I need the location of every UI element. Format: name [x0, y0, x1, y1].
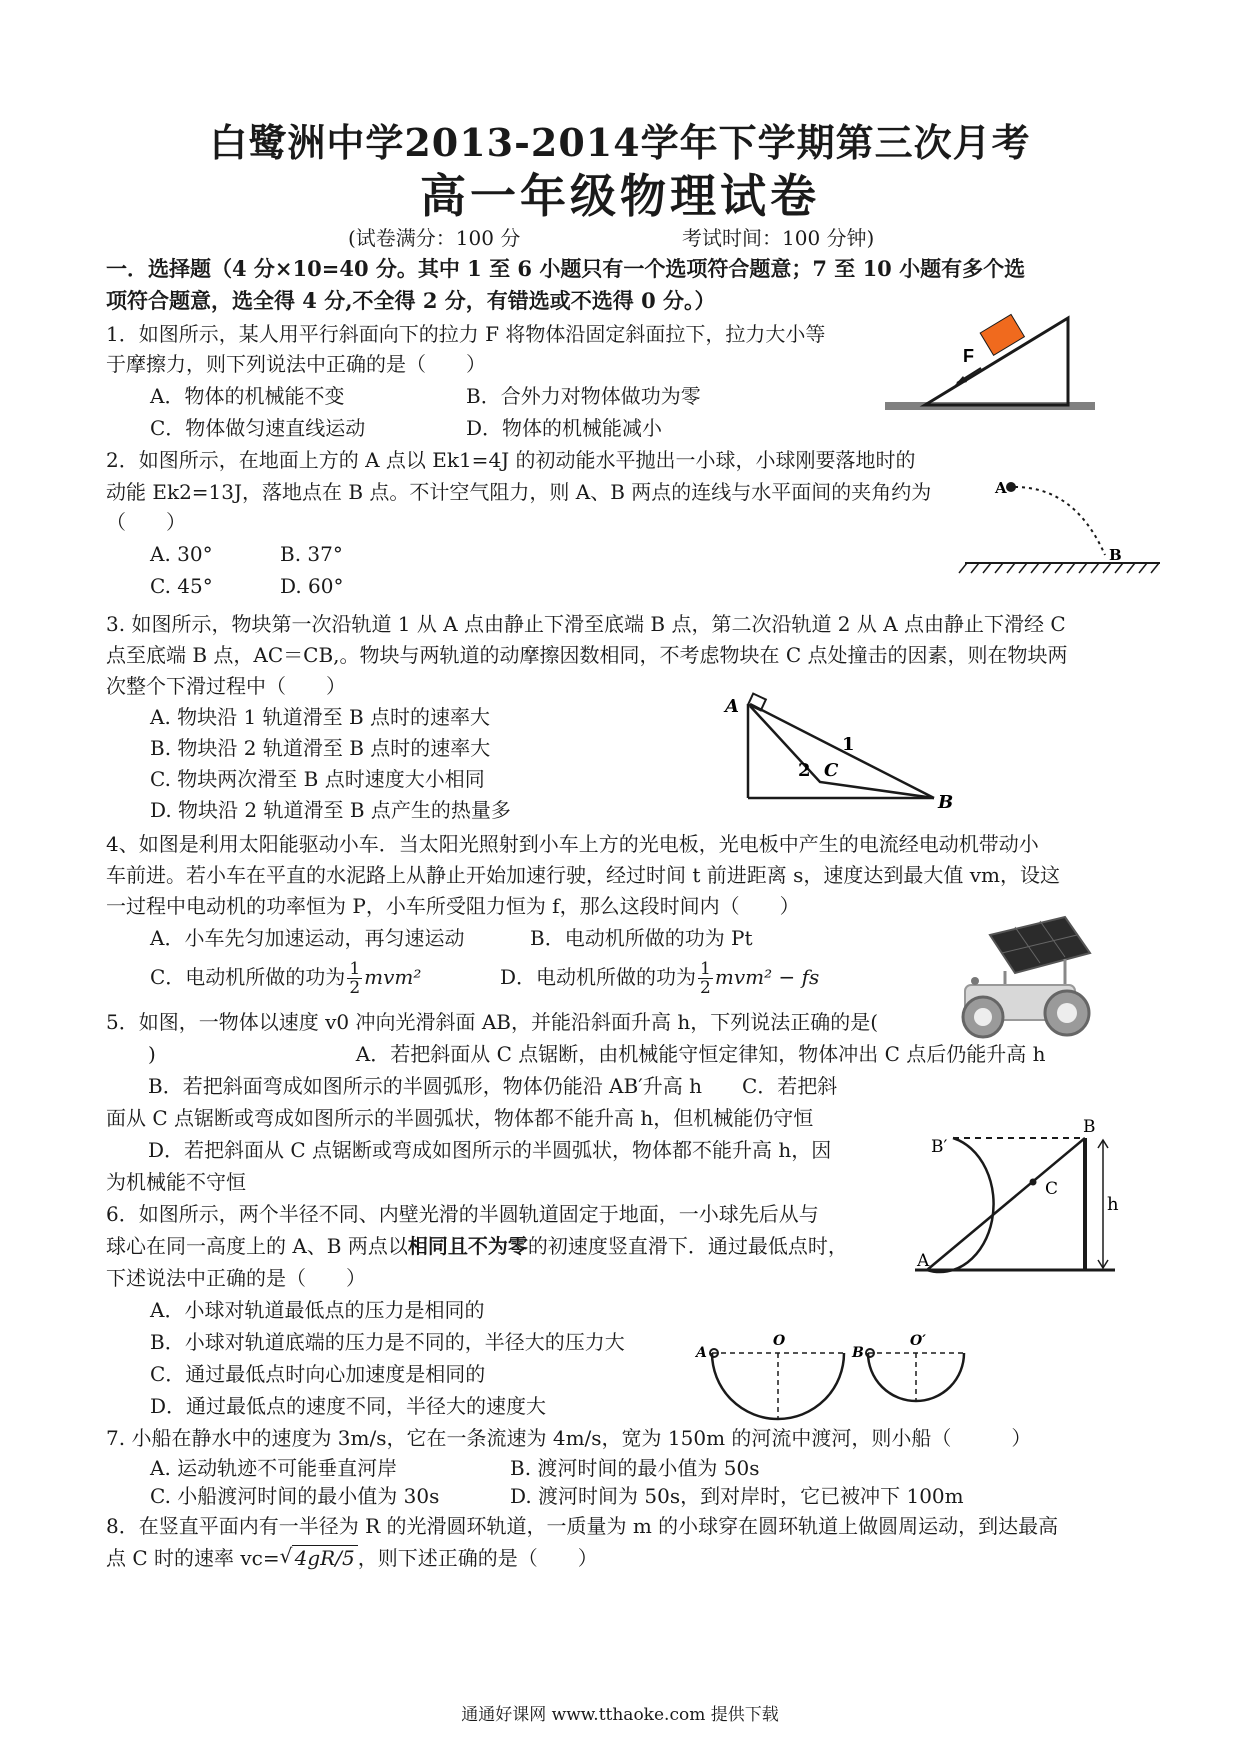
q5-stem-line3: B．若把斜面弯成如图所示的半圆弧形，物体仍能沿 AB′升高 h C．若把斜	[148, 1074, 838, 1098]
q3-fig-label-2: 2	[798, 760, 811, 781]
q3-option-b: B. 物块沿 2 轨道滑至 B 点时的速率大	[150, 736, 491, 760]
q3-fig-label-a: A	[725, 696, 739, 717]
q5-fig-label-h: h	[1107, 1194, 1119, 1215]
q2-option-b: B. 37°	[280, 542, 343, 566]
q3-stem-line2: 点至底端 B 点，AC＝CB,。物块与两轨道的动摩擦因数相同，不考虑物块在 C 点处撞击的因素，则在物块两	[106, 643, 1068, 667]
q7-option-d: D. 渡河时间为 50s，到对岸时，它已被冲下 100m	[510, 1484, 964, 1508]
exam-title: 白鹭洲中学2013-2014学年下学期第三次月考	[209, 120, 1031, 165]
q3-stem-line3: 次整个下滑过程中（ ）	[106, 674, 346, 698]
q3-option-c: C. 物块两次滑至 B 点时速度大小相同	[150, 767, 485, 791]
q2-fig-label-b: B	[1109, 546, 1122, 564]
q2-stem-line1: 2．如图所示，在地面上方的 A 点以 Ek1=4J 的初动能水平抛出一小球，小球刚要落地时的	[106, 448, 916, 472]
footer-source: 通通好课网 www.tthaoke.com 提供下载	[461, 1705, 779, 1725]
q3-fig-label-1: 1	[842, 734, 855, 755]
q2-stem-line3: （ ）	[106, 510, 186, 534]
q2-option-d: D. 60°	[280, 574, 344, 598]
q6-option-a: A．小球对轨道最低点的压力是相同的	[150, 1298, 485, 1322]
q5-fig-label-b: B	[1083, 1117, 1096, 1137]
q3-fig-label-c: C	[824, 760, 839, 781]
q4-stem-line1: 4、如图是利用太阳能驱动小车．当太阳光照射到小车上方的光电板，光电板中产生的电流经电动机带动小	[106, 832, 1039, 856]
q2-projectile-figure	[955, 465, 1170, 580]
section-heading-line2: 项符合题意，选全得 4 分,不全得 2 分，有错选或不选得 0 分。）	[106, 288, 716, 313]
q6-option-b: B．小球对轨道底端的压力是不同的，半径大的压力大	[150, 1330, 625, 1354]
q6-fig-label-b: B	[852, 1345, 864, 1361]
q1-option-a: A．物体的机械能不变	[150, 384, 345, 408]
q7-option-b: B. 渡河时间的最小值为 50s	[510, 1456, 760, 1480]
q5-fig-label-a: A	[917, 1251, 930, 1271]
q6-fig-label-o: O	[773, 1333, 786, 1349]
q5-stem-line1: 5．如图，一物体以速度 v0 冲向光滑斜面 AB，并能沿斜面升高 h，下列说法正确的是(	[106, 1010, 879, 1034]
q8-stem-line1: 8．在竖直平面内有一半径为 R 的光滑圆环轨道，一质量为 m 的小球穿在圆环轨道上做圆周运动，到达最高	[106, 1514, 1059, 1538]
q6-fig-label-a: A	[696, 1345, 707, 1361]
section-heading-line1: 一．选择题（4 分×10=40 分。其中 1 至 6 小题只有一个选项符合题意；7 至 10 小题有多个选	[106, 256, 1026, 281]
q4-solar-car-figure	[945, 905, 1095, 1055]
q4-stem-line3: 一过程中电动机的功率恒为 P，小车所受阻力恒为 f，那么这段时间内（ ）	[106, 894, 800, 918]
q8-sqrt-expression: 4gR/5	[292, 1545, 358, 1570]
q4-option-d: D．电动机所做的功为 $\frac{1}{2}$ mvm² − fs	[500, 959, 820, 998]
q1-option-d: D．物体的机械能减小	[466, 416, 663, 440]
q6-option-c: C．通过最低点时向心加速度是相同的	[150, 1362, 486, 1386]
q4-option-c: C．电动机所做的功为 $\frac{1}{2}$ mvm²	[150, 959, 422, 998]
q2-stem-line2: 动能 Ek2=13J，落地点在 B 点。不计空气阻力，则 A、B 两点的连线与水平面间的夹角约为	[106, 480, 932, 504]
q3-option-d: D. 物块沿 2 轨道滑至 B 点产生的热量多	[150, 798, 511, 822]
exam-time: 考试时间：100 分钟)	[682, 226, 875, 250]
q5-stem-line5: D．若把斜面从 C 点锯断或弯成如图所示的半圆弧状，物体都不能升高 h，因	[148, 1138, 832, 1162]
q1-option-b: B．合外力对物体做功为零	[466, 384, 701, 408]
q1-fig-label-f: F	[963, 346, 974, 366]
q3-option-a: A. 物块沿 1 轨道滑至 B 点时的速率大	[150, 705, 491, 729]
q2-fig-label-a: A	[995, 479, 1007, 497]
q6-stem-line3: 下述说法中正确的是（ ）	[106, 1266, 366, 1290]
q5-fig-label-bprime: B′	[931, 1137, 948, 1157]
q7-option-c: C. 小船渡河时间的最小值为 30s	[150, 1484, 440, 1508]
q2-option-c: C. 45°	[150, 574, 213, 598]
q5-stem-line6: 为机械能不守恒	[106, 1170, 246, 1194]
q5-incline-figure	[905, 1110, 1125, 1280]
q4-option-a: A．小车先匀加速运动，再匀速运动	[150, 926, 465, 950]
q3-track-figure	[720, 690, 960, 813]
q1-stem-line1: 1．如图所示，某人用平行斜面向下的拉力 F 将物体沿固定斜面拉下，拉力大小等	[106, 322, 826, 346]
q1-stem-line2: 于摩擦力，则下列说法中正确的是（ ）	[106, 352, 486, 376]
q5-stem-line2: ) A．若把斜面从 C 点锯断，由机械能守恒定律知，物体冲出 C 点后仍能升高 h	[148, 1042, 1046, 1066]
q6-stem-line1: 6．如图所示，两个半径不同、内壁光滑的半圆轨道固定于地面，一小球先后从与	[106, 1202, 819, 1226]
q7-stem-line1: 7. 小船在静水中的速度为 3m/s，它在一条流速为 4m/s，宽为 150m 的河流中渡河，则小船（ ）	[106, 1426, 1032, 1450]
exam-subtitle: 高一年级物理试卷	[420, 169, 820, 223]
q8-stem-line2: 点 C 时的速率 vc= √ 4gR/5 ，则下述正确的是（ ）	[106, 1544, 598, 1570]
q2-option-a: A. 30°	[150, 542, 213, 566]
full-score: (试卷满分：100 分	[348, 226, 521, 250]
q4-option-b: B．电动机所做的功为 Pt	[530, 926, 753, 950]
q3-stem-line1: 3. 如图所示，物块第一次沿轨道 1 从 A 点由静止下滑至底端 B 点，第二次沿轨道 2 从 A 点由静止下滑经 C	[106, 612, 1066, 636]
q1-option-c: C．物体做匀速直线运动	[150, 416, 366, 440]
q1-incline-figure	[885, 310, 1105, 415]
q3-fig-label-b: B	[938, 792, 954, 813]
q4-stem-line2: 车前进。若小车在平直的水泥路上从静止开始加速行驶，经过时间 t 前进距离 s，速度达到最大值 vm，设这	[106, 863, 1060, 887]
q5-stem-line4: 面从 C 点锯断或弯成如图所示的半圆弧状，物体都不能升高 h，但机械能仍守恒	[106, 1106, 814, 1130]
q5-fig-label-c: C	[1045, 1179, 1059, 1199]
q6-option-d: D．通过最低点的速度不同，半径大的速度大	[150, 1394, 547, 1418]
q6-fig-label-oprime: O′	[910, 1333, 926, 1349]
q7-option-a: A. 运动轨迹不可能垂直河岸	[150, 1456, 398, 1480]
q6-stem-line2: 球心在同一高度上的 A、B 两点以相同且不为零的初速度竖直滑下．通过最低点时，	[106, 1234, 848, 1258]
